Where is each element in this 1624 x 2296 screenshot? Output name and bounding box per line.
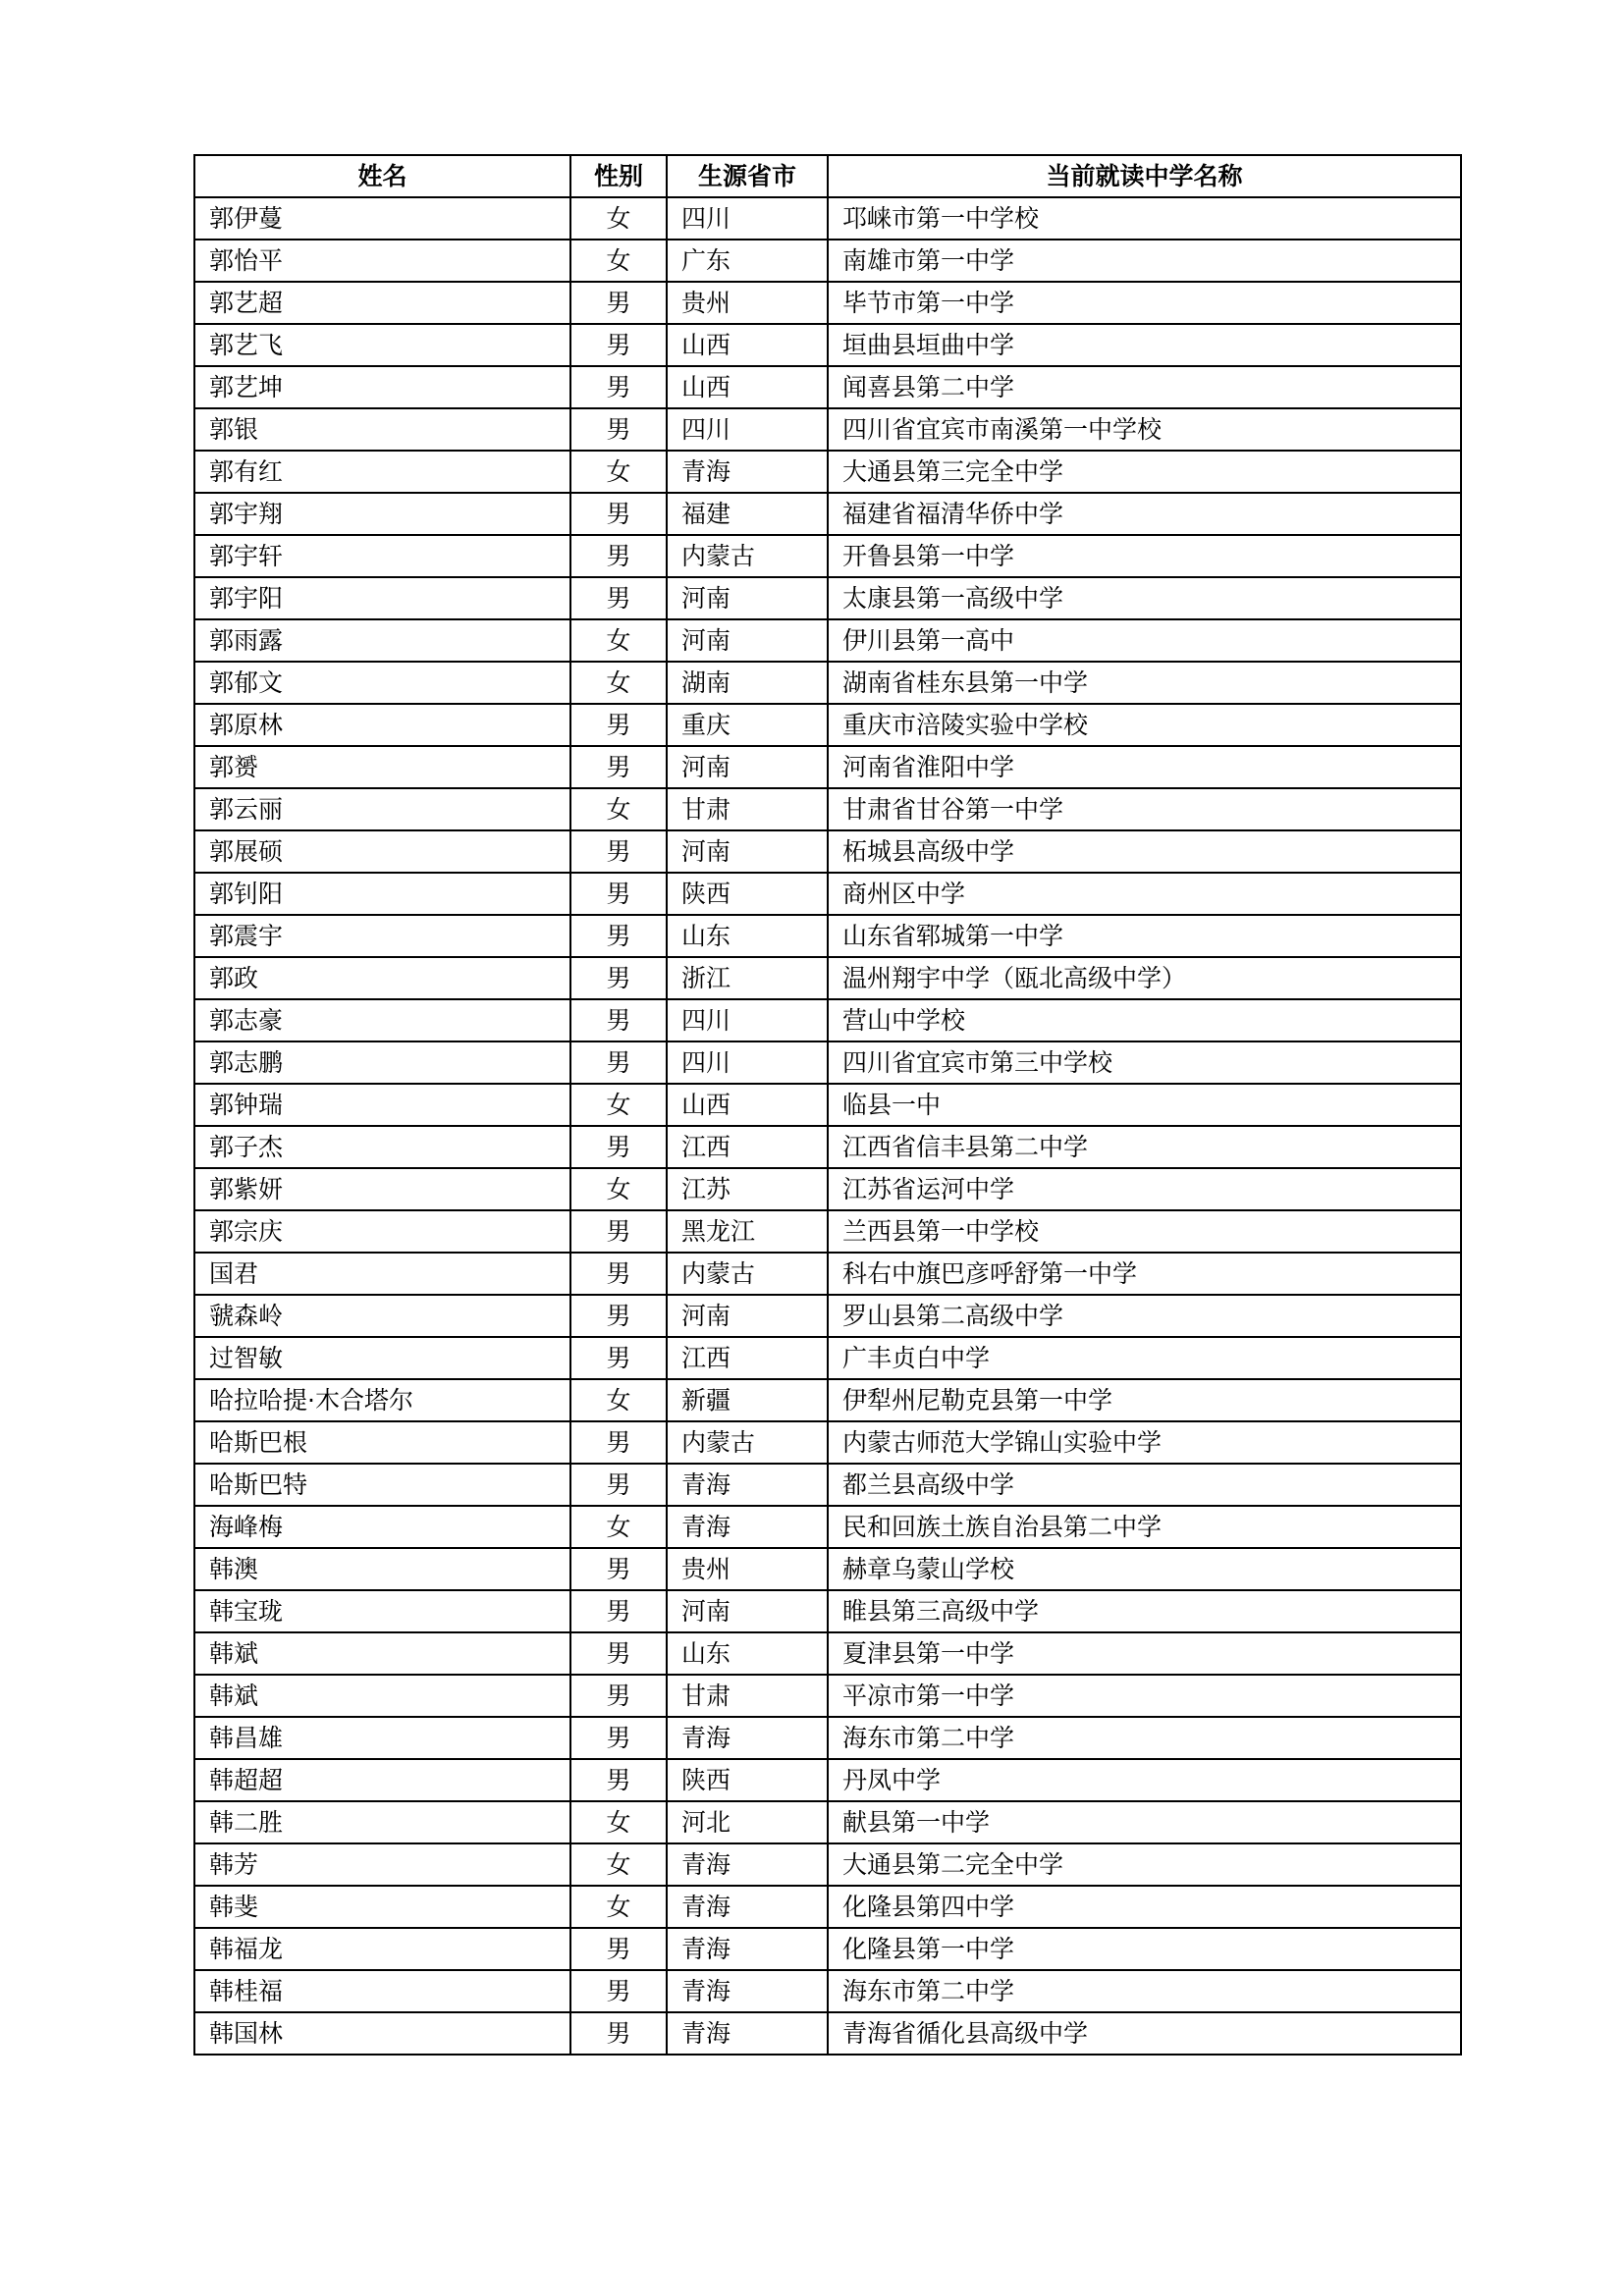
cell-gender: 男 xyxy=(570,366,667,408)
table-row xyxy=(194,1337,1461,1379)
cell-name: 郭展硕 xyxy=(194,830,570,873)
cell-name: 海峰梅 xyxy=(194,1506,570,1548)
cell-province: 内蒙古 xyxy=(667,1253,828,1295)
cell-province: 四川 xyxy=(667,408,828,451)
table-row xyxy=(194,1464,1461,1506)
table-row xyxy=(194,704,1461,746)
cell-name: 韩昌雄 xyxy=(194,1717,570,1759)
cell-province: 陕西 xyxy=(667,873,828,915)
cell-province: 青海 xyxy=(667,1506,828,1548)
cell-name: 郭怡平 xyxy=(194,240,570,282)
table-row xyxy=(194,1717,1461,1759)
cell-school: 广丰贞白中学 xyxy=(828,1337,1461,1379)
cell-name: 哈斯巴根 xyxy=(194,1421,570,1464)
cell-province: 河南 xyxy=(667,577,828,619)
table-row xyxy=(194,2012,1461,2055)
cell-name: 哈斯巴特 xyxy=(194,1464,570,1506)
cell-school: 大通县第三完全中学 xyxy=(828,451,1461,493)
cell-province: 河南 xyxy=(667,1295,828,1337)
cell-name: 郭钊阳 xyxy=(194,873,570,915)
table-row xyxy=(194,1210,1461,1253)
cell-province: 内蒙古 xyxy=(667,535,828,577)
cell-province: 山西 xyxy=(667,1084,828,1126)
cell-name: 郭宇阳 xyxy=(194,577,570,619)
cell-gender: 男 xyxy=(570,1464,667,1506)
cell-gender: 男 xyxy=(570,1210,667,1253)
cell-province: 四川 xyxy=(667,999,828,1041)
cell-province: 山东 xyxy=(667,1632,828,1675)
document-page xyxy=(193,154,1460,2056)
table-header-row xyxy=(194,155,1461,197)
cell-name: 哈拉哈提·木合塔尔 xyxy=(194,1379,570,1421)
cell-school: 营山中学校 xyxy=(828,999,1461,1041)
table-row xyxy=(194,1041,1461,1084)
cell-province: 广东 xyxy=(667,240,828,282)
table-row xyxy=(194,197,1461,240)
cell-gender: 女 xyxy=(570,788,667,830)
table-row xyxy=(194,1548,1461,1590)
cell-gender: 男 xyxy=(570,830,667,873)
cell-gender: 女 xyxy=(570,1843,667,1886)
cell-province: 青海 xyxy=(667,451,828,493)
table-row xyxy=(194,830,1461,873)
cell-gender: 女 xyxy=(570,240,667,282)
cell-province: 河南 xyxy=(667,1590,828,1632)
cell-province: 河南 xyxy=(667,830,828,873)
table-row xyxy=(194,999,1461,1041)
cell-province: 江西 xyxy=(667,1126,828,1168)
cell-province: 青海 xyxy=(667,1886,828,1928)
cell-school: 平凉市第一中学 xyxy=(828,1675,1461,1717)
cell-gender: 男 xyxy=(570,535,667,577)
cell-gender: 男 xyxy=(570,1970,667,2012)
cell-school: 献县第一中学 xyxy=(828,1801,1461,1843)
table-row xyxy=(194,240,1461,282)
cell-school: 福建省福清华侨中学 xyxy=(828,493,1461,535)
cell-gender: 女 xyxy=(570,1506,667,1548)
cell-school: 闻喜县第二中学 xyxy=(828,366,1461,408)
cell-school: 南雄市第一中学 xyxy=(828,240,1461,282)
cell-gender: 男 xyxy=(570,1928,667,1970)
cell-gender: 女 xyxy=(570,197,667,240)
cell-province: 河南 xyxy=(667,746,828,788)
header-gender: 性别 xyxy=(570,155,667,197)
cell-name: 郭艺坤 xyxy=(194,366,570,408)
cell-province: 山西 xyxy=(667,324,828,366)
cell-province: 甘肃 xyxy=(667,788,828,830)
cell-province: 四川 xyxy=(667,1041,828,1084)
cell-gender: 男 xyxy=(570,1717,667,1759)
cell-province: 黑龙江 xyxy=(667,1210,828,1253)
cell-school: 邛崃市第一中学校 xyxy=(828,197,1461,240)
cell-school: 重庆市涪陵实验中学校 xyxy=(828,704,1461,746)
table-row xyxy=(194,408,1461,451)
table-row xyxy=(194,282,1461,324)
cell-gender: 男 xyxy=(570,493,667,535)
cell-gender: 男 xyxy=(570,1548,667,1590)
cell-name: 郭志鹏 xyxy=(194,1041,570,1084)
cell-gender: 男 xyxy=(570,1126,667,1168)
cell-school: 睢县第三高级中学 xyxy=(828,1590,1461,1632)
cell-school: 太康县第一高级中学 xyxy=(828,577,1461,619)
cell-school: 临县一中 xyxy=(828,1084,1461,1126)
table-row xyxy=(194,662,1461,704)
cell-name: 韩斐 xyxy=(194,1886,570,1928)
cell-school: 夏津县第一中学 xyxy=(828,1632,1461,1675)
cell-school: 温州翔宇中学（瓯北高级中学） xyxy=(828,957,1461,999)
cell-province: 河北 xyxy=(667,1801,828,1843)
table-body xyxy=(194,197,1461,2055)
cell-gender: 男 xyxy=(570,1632,667,1675)
cell-gender: 男 xyxy=(570,999,667,1041)
cell-province: 河南 xyxy=(667,619,828,662)
table-row xyxy=(194,1253,1461,1295)
cell-name: 韩二胜 xyxy=(194,1801,570,1843)
table-row xyxy=(194,493,1461,535)
cell-gender: 男 xyxy=(570,1337,667,1379)
cell-province: 青海 xyxy=(667,1843,828,1886)
cell-province: 贵州 xyxy=(667,282,828,324)
cell-school: 湖南省桂东县第一中学 xyxy=(828,662,1461,704)
table-row xyxy=(194,1928,1461,1970)
cell-school: 开鲁县第一中学 xyxy=(828,535,1461,577)
cell-province: 四川 xyxy=(667,197,828,240)
cell-name: 郭艺超 xyxy=(194,282,570,324)
cell-name: 过智敏 xyxy=(194,1337,570,1379)
cell-name: 郭艺飞 xyxy=(194,324,570,366)
table-row xyxy=(194,1295,1461,1337)
cell-gender: 男 xyxy=(570,704,667,746)
table-row xyxy=(194,873,1461,915)
cell-school: 海东市第二中学 xyxy=(828,1717,1461,1759)
cell-name: 郭紫妍 xyxy=(194,1168,570,1210)
cell-gender: 女 xyxy=(570,1886,667,1928)
table-row xyxy=(194,788,1461,830)
cell-gender: 男 xyxy=(570,957,667,999)
cell-province: 浙江 xyxy=(667,957,828,999)
cell-province: 甘肃 xyxy=(667,1675,828,1717)
cell-gender: 男 xyxy=(570,1253,667,1295)
cell-province: 青海 xyxy=(667,1717,828,1759)
cell-name: 韩国林 xyxy=(194,2012,570,2055)
cell-name: 虢森岭 xyxy=(194,1295,570,1337)
cell-gender: 女 xyxy=(570,451,667,493)
cell-province: 内蒙古 xyxy=(667,1421,828,1464)
cell-name: 郭银 xyxy=(194,408,570,451)
cell-school: 化隆县第四中学 xyxy=(828,1886,1461,1928)
cell-province: 山西 xyxy=(667,366,828,408)
cell-province: 青海 xyxy=(667,2012,828,2055)
cell-school: 丹凤中学 xyxy=(828,1759,1461,1801)
table-row xyxy=(194,746,1461,788)
cell-gender: 男 xyxy=(570,1041,667,1084)
cell-gender: 女 xyxy=(570,1379,667,1421)
table-row xyxy=(194,535,1461,577)
cell-name: 郭郁文 xyxy=(194,662,570,704)
cell-school: 四川省宜宾市第三中学校 xyxy=(828,1041,1461,1084)
cell-name: 郭子杰 xyxy=(194,1126,570,1168)
table-row xyxy=(194,1590,1461,1632)
cell-school: 甘肃省甘谷第一中学 xyxy=(828,788,1461,830)
cell-gender: 女 xyxy=(570,1801,667,1843)
cell-gender: 男 xyxy=(570,2012,667,2055)
cell-name: 郭有红 xyxy=(194,451,570,493)
table-row xyxy=(194,1084,1461,1126)
cell-gender: 男 xyxy=(570,282,667,324)
cell-province: 重庆 xyxy=(667,704,828,746)
cell-province: 贵州 xyxy=(667,1548,828,1590)
header-province: 生源省市 xyxy=(667,155,828,197)
cell-name: 郭宗庆 xyxy=(194,1210,570,1253)
cell-gender: 男 xyxy=(570,746,667,788)
table-row xyxy=(194,1801,1461,1843)
student-roster-table xyxy=(193,154,1462,2056)
cell-school: 大通县第二完全中学 xyxy=(828,1843,1461,1886)
cell-school: 柘城县高级中学 xyxy=(828,830,1461,873)
table-row xyxy=(194,1379,1461,1421)
cell-name: 郭钟瑞 xyxy=(194,1084,570,1126)
cell-school: 四川省宜宾市南溪第一中学校 xyxy=(828,408,1461,451)
cell-gender: 男 xyxy=(570,1421,667,1464)
cell-gender: 男 xyxy=(570,1759,667,1801)
cell-province: 青海 xyxy=(667,1928,828,1970)
cell-name: 韩超超 xyxy=(194,1759,570,1801)
cell-school: 民和回族土族自治县第二中学 xyxy=(828,1506,1461,1548)
cell-name: 郭政 xyxy=(194,957,570,999)
cell-name: 郭志豪 xyxy=(194,999,570,1041)
cell-name: 郭原林 xyxy=(194,704,570,746)
table-row xyxy=(194,1632,1461,1675)
table-row xyxy=(194,1168,1461,1210)
table-row xyxy=(194,1126,1461,1168)
cell-gender: 女 xyxy=(570,619,667,662)
table-row xyxy=(194,451,1461,493)
cell-gender: 女 xyxy=(570,1084,667,1126)
cell-name: 韩福龙 xyxy=(194,1928,570,1970)
cell-school: 兰西县第一中学校 xyxy=(828,1210,1461,1253)
cell-gender: 男 xyxy=(570,324,667,366)
cell-name: 韩斌 xyxy=(194,1632,570,1675)
cell-province: 新疆 xyxy=(667,1379,828,1421)
table-row xyxy=(194,1421,1461,1464)
cell-school: 青海省循化县高级中学 xyxy=(828,2012,1461,2055)
cell-gender: 男 xyxy=(570,1590,667,1632)
cell-gender: 男 xyxy=(570,1675,667,1717)
cell-name: 韩芳 xyxy=(194,1843,570,1886)
table-row xyxy=(194,915,1461,957)
table-row xyxy=(194,1675,1461,1717)
cell-name: 韩桂福 xyxy=(194,1970,570,2012)
cell-gender: 女 xyxy=(570,1168,667,1210)
cell-province: 青海 xyxy=(667,1970,828,2012)
cell-school: 科右中旗巴彦呼舒第一中学 xyxy=(828,1253,1461,1295)
table-row xyxy=(194,1970,1461,2012)
cell-province: 山东 xyxy=(667,915,828,957)
cell-name: 郭伊蔓 xyxy=(194,197,570,240)
cell-name: 韩澳 xyxy=(194,1548,570,1590)
cell-school: 江西省信丰县第二中学 xyxy=(828,1126,1461,1168)
header-name: 姓名 xyxy=(194,155,570,197)
cell-gender: 男 xyxy=(570,577,667,619)
cell-name: 韩宝珑 xyxy=(194,1590,570,1632)
cell-school: 江苏省运河中学 xyxy=(828,1168,1461,1210)
cell-province: 江苏 xyxy=(667,1168,828,1210)
table-row xyxy=(194,957,1461,999)
cell-school: 内蒙古师范大学锦山实验中学 xyxy=(828,1421,1461,1464)
cell-name: 郭宇轩 xyxy=(194,535,570,577)
cell-province: 青海 xyxy=(667,1464,828,1506)
cell-gender: 女 xyxy=(570,662,667,704)
cell-gender: 男 xyxy=(570,915,667,957)
cell-gender: 男 xyxy=(570,1295,667,1337)
cell-school: 毕节市第一中学 xyxy=(828,282,1461,324)
cell-school: 赫章乌蒙山学校 xyxy=(828,1548,1461,1590)
cell-province: 湖南 xyxy=(667,662,828,704)
cell-school: 海东市第二中学 xyxy=(828,1970,1461,2012)
cell-school: 山东省郓城第一中学 xyxy=(828,915,1461,957)
table-row xyxy=(194,1886,1461,1928)
cell-school: 商州区中学 xyxy=(828,873,1461,915)
cell-school: 都兰县高级中学 xyxy=(828,1464,1461,1506)
cell-name: 郭宇翔 xyxy=(194,493,570,535)
cell-school: 河南省淮阳中学 xyxy=(828,746,1461,788)
table-row xyxy=(194,366,1461,408)
table-row xyxy=(194,1506,1461,1548)
table-row xyxy=(194,577,1461,619)
cell-name: 郭赟 xyxy=(194,746,570,788)
cell-name: 韩斌 xyxy=(194,1675,570,1717)
cell-school: 伊犁州尼勒克县第一中学 xyxy=(828,1379,1461,1421)
cell-province: 江西 xyxy=(667,1337,828,1379)
cell-school: 化隆县第一中学 xyxy=(828,1928,1461,1970)
cell-gender: 男 xyxy=(570,873,667,915)
table-row xyxy=(194,1843,1461,1886)
cell-school: 罗山县第二高级中学 xyxy=(828,1295,1461,1337)
cell-name: 郭震宇 xyxy=(194,915,570,957)
table-row xyxy=(194,1759,1461,1801)
table-row xyxy=(194,324,1461,366)
cell-province: 福建 xyxy=(667,493,828,535)
cell-name: 郭云丽 xyxy=(194,788,570,830)
cell-name: 郭雨露 xyxy=(194,619,570,662)
cell-gender: 男 xyxy=(570,408,667,451)
cell-school: 伊川县第一高中 xyxy=(828,619,1461,662)
table-row xyxy=(194,619,1461,662)
header-school: 当前就读中学名称 xyxy=(828,155,1461,197)
cell-school: 垣曲县垣曲中学 xyxy=(828,324,1461,366)
cell-province: 陕西 xyxy=(667,1759,828,1801)
cell-name: 国君 xyxy=(194,1253,570,1295)
